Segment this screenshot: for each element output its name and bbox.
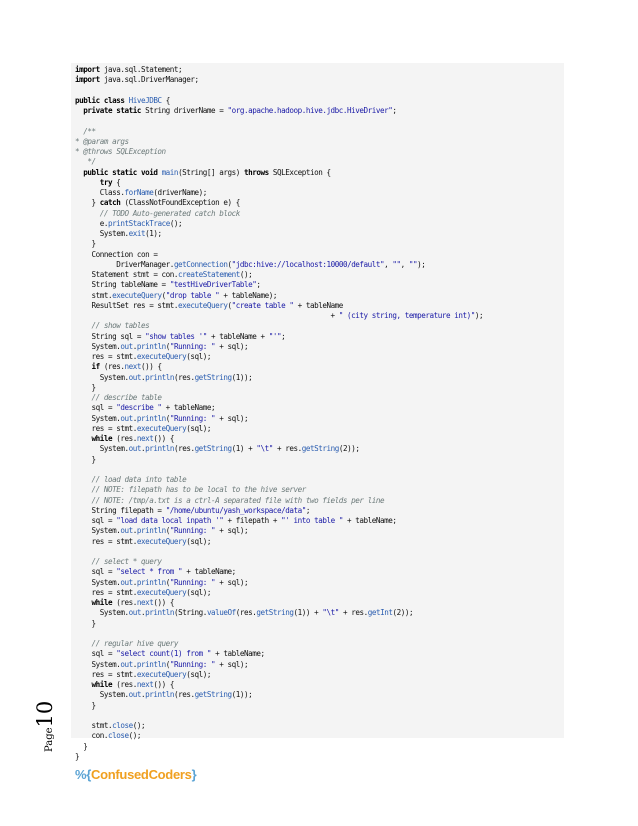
code-token: catch bbox=[99, 198, 121, 208]
code-token: + tableName bbox=[293, 300, 343, 310]
code-token: res = stmt. bbox=[75, 423, 137, 433]
code-token: import bbox=[75, 75, 100, 85]
code-token: + res. bbox=[272, 444, 302, 454]
code-line bbox=[75, 301, 564, 311]
code-line bbox=[75, 547, 564, 557]
code-line bbox=[75, 219, 564, 229]
code-token: DriverManager. bbox=[75, 259, 174, 269]
code-line bbox=[75, 721, 564, 731]
code-token: . bbox=[140, 444, 146, 454]
code-token: while bbox=[75, 598, 113, 607]
code-token: println bbox=[145, 444, 174, 454]
code-line bbox=[75, 239, 564, 249]
code-line bbox=[75, 157, 564, 167]
code-token: } bbox=[75, 239, 96, 249]
code-token: * @throws SQLException bbox=[75, 147, 166, 156]
code-token: (); bbox=[128, 731, 141, 741]
code-line bbox=[75, 168, 564, 178]
page-word: Page bbox=[44, 727, 55, 752]
code-line bbox=[75, 711, 564, 721]
code-line bbox=[75, 260, 564, 270]
code-line bbox=[75, 332, 564, 342]
code-token: println bbox=[136, 659, 166, 669]
code-token: private static bbox=[75, 106, 146, 115]
code-line bbox=[75, 455, 564, 465]
code-token: println bbox=[145, 372, 174, 382]
code-line bbox=[75, 209, 564, 219]
code-token: getString bbox=[194, 690, 232, 700]
code-token: java.sql.DriverManager; bbox=[99, 75, 199, 85]
code-token: res = stmt. bbox=[75, 669, 137, 679]
logo-name: ConfusedCoders bbox=[91, 767, 192, 782]
code-token: executeQuery bbox=[136, 352, 187, 361]
code-token: "' into table " bbox=[281, 516, 343, 525]
code-token: } bbox=[75, 382, 96, 392]
code-token: { bbox=[161, 95, 170, 105]
code-token: "Running: " bbox=[169, 577, 216, 587]
code-token: valueOf bbox=[206, 608, 236, 618]
code-token: (ClassNotFoundException e) { bbox=[120, 198, 240, 208]
code-token: String driverName = bbox=[145, 106, 228, 115]
code-token: . bbox=[140, 608, 146, 618]
code-token: System. bbox=[75, 577, 121, 587]
code-token: "select * from " bbox=[116, 567, 183, 577]
code-token: (); bbox=[132, 721, 146, 730]
code-token: "select count(1) from " bbox=[116, 649, 212, 659]
code-token: (sql); bbox=[186, 669, 212, 679]
code-token: } bbox=[75, 741, 88, 751]
code-token: String filepath = bbox=[75, 505, 166, 515]
code-token: + sql); bbox=[215, 526, 249, 536]
code-token: main bbox=[161, 167, 179, 177]
code-token: close bbox=[112, 721, 133, 730]
code-token: printStackTrace bbox=[107, 218, 170, 228]
code-token: throws bbox=[244, 167, 269, 177]
code-token: getInt bbox=[367, 608, 393, 618]
code-token: ; bbox=[305, 505, 310, 515]
code-token: (1); bbox=[145, 229, 162, 238]
code-token: + tableName; bbox=[342, 516, 397, 525]
code-token: createStatement bbox=[178, 270, 240, 279]
code-token: ); bbox=[417, 259, 426, 269]
code-token: (); bbox=[169, 218, 183, 228]
code-token: . bbox=[132, 526, 137, 536]
code-token: ( bbox=[165, 659, 170, 669]
code-token: System. bbox=[75, 690, 129, 700]
code-token: (); bbox=[239, 270, 253, 279]
code-token: executeQuery bbox=[136, 423, 187, 433]
code-token: sql = bbox=[75, 649, 117, 659]
code-token: // NOTE: filepath has to be local to the hive server bbox=[75, 485, 306, 495]
code-line bbox=[75, 619, 564, 629]
code-token: + tableName; bbox=[161, 403, 216, 413]
code-token: . bbox=[132, 341, 137, 351]
code-token: ()) { bbox=[153, 434, 174, 443]
code-line bbox=[75, 373, 564, 383]
code-token: . bbox=[140, 690, 146, 700]
code-token: "Running: " bbox=[169, 341, 216, 351]
code-line bbox=[75, 752, 564, 762]
code-line bbox=[75, 229, 564, 239]
code-token: System. bbox=[75, 229, 129, 238]
code-token: (res. bbox=[173, 690, 195, 700]
code-token: ( bbox=[165, 526, 170, 536]
code-token: "" bbox=[408, 259, 418, 269]
code-token: out bbox=[128, 372, 141, 382]
code-token: import bbox=[75, 65, 100, 74]
code-token: System. bbox=[75, 413, 121, 423]
code-line bbox=[75, 403, 564, 413]
code-token: Class. bbox=[75, 188, 125, 197]
code-token: System. bbox=[75, 526, 121, 536]
code-token: (sql); bbox=[186, 587, 212, 597]
code-token: ; bbox=[256, 280, 261, 290]
code-token: String tableName = bbox=[75, 280, 170, 290]
code-line bbox=[75, 731, 564, 741]
code-token: /** bbox=[75, 126, 96, 136]
code-line bbox=[75, 311, 564, 321]
code-token: close bbox=[107, 731, 129, 741]
code-line bbox=[75, 526, 564, 536]
code-line bbox=[75, 106, 564, 116]
code-token: getString bbox=[301, 444, 339, 454]
code-token: ( bbox=[227, 259, 232, 269]
code-line bbox=[75, 537, 564, 547]
code-line bbox=[75, 680, 564, 690]
code-token: while bbox=[75, 434, 113, 443]
code-token: executeQuery bbox=[136, 587, 187, 597]
code-line bbox=[75, 362, 564, 372]
code-line bbox=[75, 96, 564, 106]
code-line bbox=[75, 598, 564, 608]
code-token: System. bbox=[75, 372, 129, 382]
code-token: ; bbox=[281, 331, 286, 341]
code-line bbox=[75, 147, 564, 157]
code-line bbox=[75, 424, 564, 434]
code-line bbox=[75, 434, 564, 444]
code-token: "load data local inpath '" bbox=[116, 516, 224, 525]
code-line bbox=[75, 321, 564, 331]
code-line bbox=[75, 414, 564, 424]
code-token: + sql); bbox=[215, 577, 249, 587]
code-token: ()) { bbox=[153, 680, 174, 689]
code-token: "Running: " bbox=[169, 659, 216, 669]
code-line bbox=[75, 137, 564, 147]
logo-suffix: } bbox=[191, 767, 197, 782]
code-line bbox=[75, 742, 564, 752]
code-token: "'" bbox=[268, 331, 282, 341]
code-line bbox=[75, 280, 564, 290]
code-token: getString bbox=[256, 608, 294, 618]
code-token: + bbox=[75, 311, 339, 320]
code-line bbox=[75, 578, 564, 588]
code-token: e. bbox=[75, 218, 108, 228]
code-token: + tableName + bbox=[206, 331, 269, 341]
code-token: ( bbox=[165, 341, 170, 351]
code-token: res = stmt. bbox=[75, 587, 137, 597]
code-token: (res. bbox=[112, 434, 137, 443]
code-token: "" bbox=[392, 259, 401, 269]
code-token: "describe " bbox=[116, 403, 162, 413]
code-line bbox=[75, 660, 564, 670]
code-line bbox=[75, 116, 564, 126]
code-line bbox=[75, 178, 564, 188]
code-token: sql = bbox=[75, 516, 117, 525]
code-token: println bbox=[136, 526, 166, 536]
code-token: try bbox=[75, 177, 113, 187]
code-token: + tableName; bbox=[182, 567, 236, 577]
code-token: println bbox=[145, 690, 174, 700]
code-line bbox=[75, 506, 564, 516]
code-token: // describe table bbox=[75, 393, 162, 402]
code-token: ); bbox=[474, 311, 484, 320]
code-token: out bbox=[128, 444, 141, 454]
code-token: getString bbox=[194, 444, 232, 454]
code-token: String sql = bbox=[75, 331, 146, 341]
code-token: (sql); bbox=[186, 536, 212, 546]
page-number-label bbox=[33, 701, 57, 752]
code-token: java.sql.Statement; bbox=[99, 65, 183, 74]
code-line bbox=[75, 496, 564, 506]
code-token: */ bbox=[75, 157, 96, 167]
code-token: out bbox=[120, 341, 133, 351]
code-token: (sql); bbox=[186, 352, 212, 361]
code-token: "org.apache.hadoop.hive.jdbc.HiveDriver" bbox=[227, 106, 393, 115]
code-token: res = stmt. bbox=[75, 352, 137, 361]
code-token: out bbox=[120, 659, 133, 669]
code-token: getString bbox=[194, 372, 232, 382]
code-token: sql = bbox=[75, 403, 117, 413]
code-token: // show tables bbox=[75, 321, 150, 331]
code-token: } bbox=[75, 198, 100, 208]
code-token: stmt. bbox=[75, 290, 113, 300]
code-token: + sql); bbox=[215, 341, 249, 351]
code-token: getConnection bbox=[173, 259, 228, 269]
code-token: sql = bbox=[75, 567, 117, 577]
code-token: . bbox=[132, 577, 137, 587]
code-token: * @param args bbox=[75, 136, 129, 146]
code-token: println bbox=[136, 577, 166, 587]
code-token: "drop table " bbox=[165, 290, 220, 300]
code-token: next bbox=[136, 434, 154, 443]
code-token: out bbox=[128, 690, 141, 700]
code-token: public static void bbox=[75, 167, 162, 177]
code-line bbox=[75, 75, 564, 85]
code-token: (res. bbox=[235, 608, 257, 618]
code-line bbox=[75, 475, 564, 485]
code-token: (1)) + bbox=[293, 608, 323, 618]
code-token: (1) + bbox=[231, 444, 257, 454]
code-token: System. bbox=[75, 341, 121, 351]
code-token: public class bbox=[75, 95, 129, 105]
code-token: next bbox=[136, 680, 154, 689]
code-token: + sql); bbox=[215, 413, 249, 423]
code-token: "Running: " bbox=[169, 413, 216, 423]
code-token: System. bbox=[75, 659, 121, 669]
code-line bbox=[75, 250, 564, 260]
code-token: ( bbox=[165, 413, 170, 423]
code-token: "create table " bbox=[231, 300, 294, 310]
code-token: next bbox=[136, 598, 154, 607]
code-token: (1)); bbox=[231, 690, 253, 700]
code-token: executeQuery bbox=[178, 300, 228, 310]
code-line bbox=[75, 291, 564, 301]
code-line bbox=[75, 567, 564, 577]
code-token: "\t" bbox=[322, 608, 339, 618]
code-line bbox=[75, 639, 564, 649]
code-token: (res. bbox=[112, 598, 137, 607]
code-token: (res. bbox=[173, 444, 195, 454]
code-line bbox=[75, 465, 564, 475]
code-line bbox=[75, 516, 564, 526]
code-token: . bbox=[132, 413, 137, 423]
code-line bbox=[75, 629, 564, 639]
code-token: out bbox=[120, 577, 133, 587]
code-listing bbox=[71, 63, 564, 761]
code-token: // NOTE: /tmp/a.txt is a ctrl-A separated file with two fields per line bbox=[75, 495, 385, 505]
code-token: ( bbox=[227, 300, 232, 310]
code-line bbox=[75, 127, 564, 137]
code-token: "testHiveDriverTable" bbox=[169, 280, 257, 290]
code-token: ()) { bbox=[153, 598, 174, 607]
code-line bbox=[75, 649, 564, 659]
code-token: + sql); bbox=[215, 659, 249, 669]
code-token: if bbox=[75, 362, 100, 372]
code-line bbox=[75, 342, 564, 352]
code-token: (String[] args) bbox=[178, 167, 245, 177]
code-token: SQLException { bbox=[268, 167, 331, 177]
code-token: (res. bbox=[112, 680, 137, 689]
code-line bbox=[75, 393, 564, 403]
code-token: (2)); bbox=[392, 608, 414, 618]
code-token: { bbox=[112, 177, 121, 187]
code-token: + tableName; bbox=[211, 649, 265, 659]
code-token: out bbox=[128, 608, 141, 618]
code-token: while bbox=[75, 680, 113, 689]
code-token: println bbox=[136, 341, 166, 351]
code-line bbox=[75, 198, 564, 208]
code-token: "jdbc:hive://localhost:10000/default" bbox=[231, 259, 385, 269]
code-token: Statement stmt = con. bbox=[75, 270, 179, 279]
code-token: . bbox=[140, 372, 146, 382]
code-line bbox=[75, 608, 564, 618]
code-line bbox=[75, 270, 564, 280]
code-token: out bbox=[120, 526, 133, 536]
code-token: println bbox=[145, 608, 174, 618]
code-token: (2)); bbox=[338, 444, 360, 454]
code-token: con. bbox=[75, 731, 108, 741]
code-token: (driverName); bbox=[153, 188, 207, 197]
code-token: "/home/ubuntu/yash_workspace/data" bbox=[165, 505, 306, 515]
code-token: (String. bbox=[173, 608, 207, 618]
code-token: System. bbox=[75, 608, 129, 618]
code-token: + tableName); bbox=[219, 290, 278, 300]
code-token: forName bbox=[124, 188, 154, 197]
code-token: ( bbox=[161, 290, 166, 300]
code-token: executeQuery bbox=[112, 290, 162, 300]
code-line bbox=[75, 690, 564, 700]
code-line bbox=[75, 86, 564, 96]
page-number: 10 bbox=[33, 700, 57, 728]
code-token: } bbox=[75, 751, 80, 761]
code-token: next bbox=[124, 362, 141, 372]
code-token: } bbox=[75, 454, 96, 464]
code-line bbox=[75, 444, 564, 454]
code-token: "Running: " bbox=[169, 526, 216, 536]
code-token: "show tables '" bbox=[145, 331, 207, 341]
code-token: (1)); bbox=[231, 372, 253, 382]
code-token: executeQuery bbox=[136, 669, 187, 679]
confusedcoders-logo bbox=[75, 767, 196, 782]
code-token: "\t" bbox=[256, 444, 273, 454]
code-token: // load data into table bbox=[75, 475, 187, 484]
code-line bbox=[75, 352, 564, 362]
code-token: (res. bbox=[173, 372, 195, 382]
code-token: // select * query bbox=[75, 557, 162, 566]
code-token: // regular hive query bbox=[75, 639, 179, 648]
logo-prefix: %{ bbox=[75, 767, 92, 782]
code-token: ()) { bbox=[140, 362, 162, 372]
code-token: res = stmt. bbox=[75, 536, 137, 546]
code-token: HiveJDBC bbox=[128, 95, 162, 105]
code-line bbox=[75, 670, 564, 680]
code-line bbox=[75, 588, 564, 598]
code-token: , bbox=[384, 259, 393, 269]
code-token: + res. bbox=[338, 608, 368, 618]
code-token: out bbox=[120, 413, 133, 423]
code-token: } bbox=[75, 700, 96, 710]
code-token: (sql); bbox=[186, 423, 212, 433]
code-line bbox=[75, 65, 564, 75]
code-token: } bbox=[75, 618, 96, 628]
code-token: ( bbox=[165, 577, 170, 587]
code-token: exit bbox=[128, 229, 146, 238]
code-token: stmt. bbox=[75, 721, 113, 730]
code-token: " (city string, temperature int)" bbox=[338, 311, 475, 320]
code-token: executeQuery bbox=[136, 536, 187, 546]
code-token: println bbox=[136, 413, 166, 423]
code-token: ResultSet res = stmt. bbox=[75, 300, 179, 310]
code-line bbox=[75, 557, 564, 567]
code-token: ; bbox=[392, 106, 397, 115]
code-token: . bbox=[132, 659, 137, 669]
code-line bbox=[75, 485, 564, 495]
code-token: (res. bbox=[99, 362, 125, 372]
code-token: // TODO Auto-generated catch block bbox=[75, 208, 240, 218]
code-line bbox=[75, 188, 564, 198]
code-token: + filepath + bbox=[223, 516, 282, 525]
code-token: Connection con = bbox=[75, 249, 158, 259]
code-line bbox=[75, 383, 564, 393]
code-token: , bbox=[400, 259, 409, 269]
code-token: System. bbox=[75, 444, 129, 454]
code-line bbox=[75, 701, 564, 711]
